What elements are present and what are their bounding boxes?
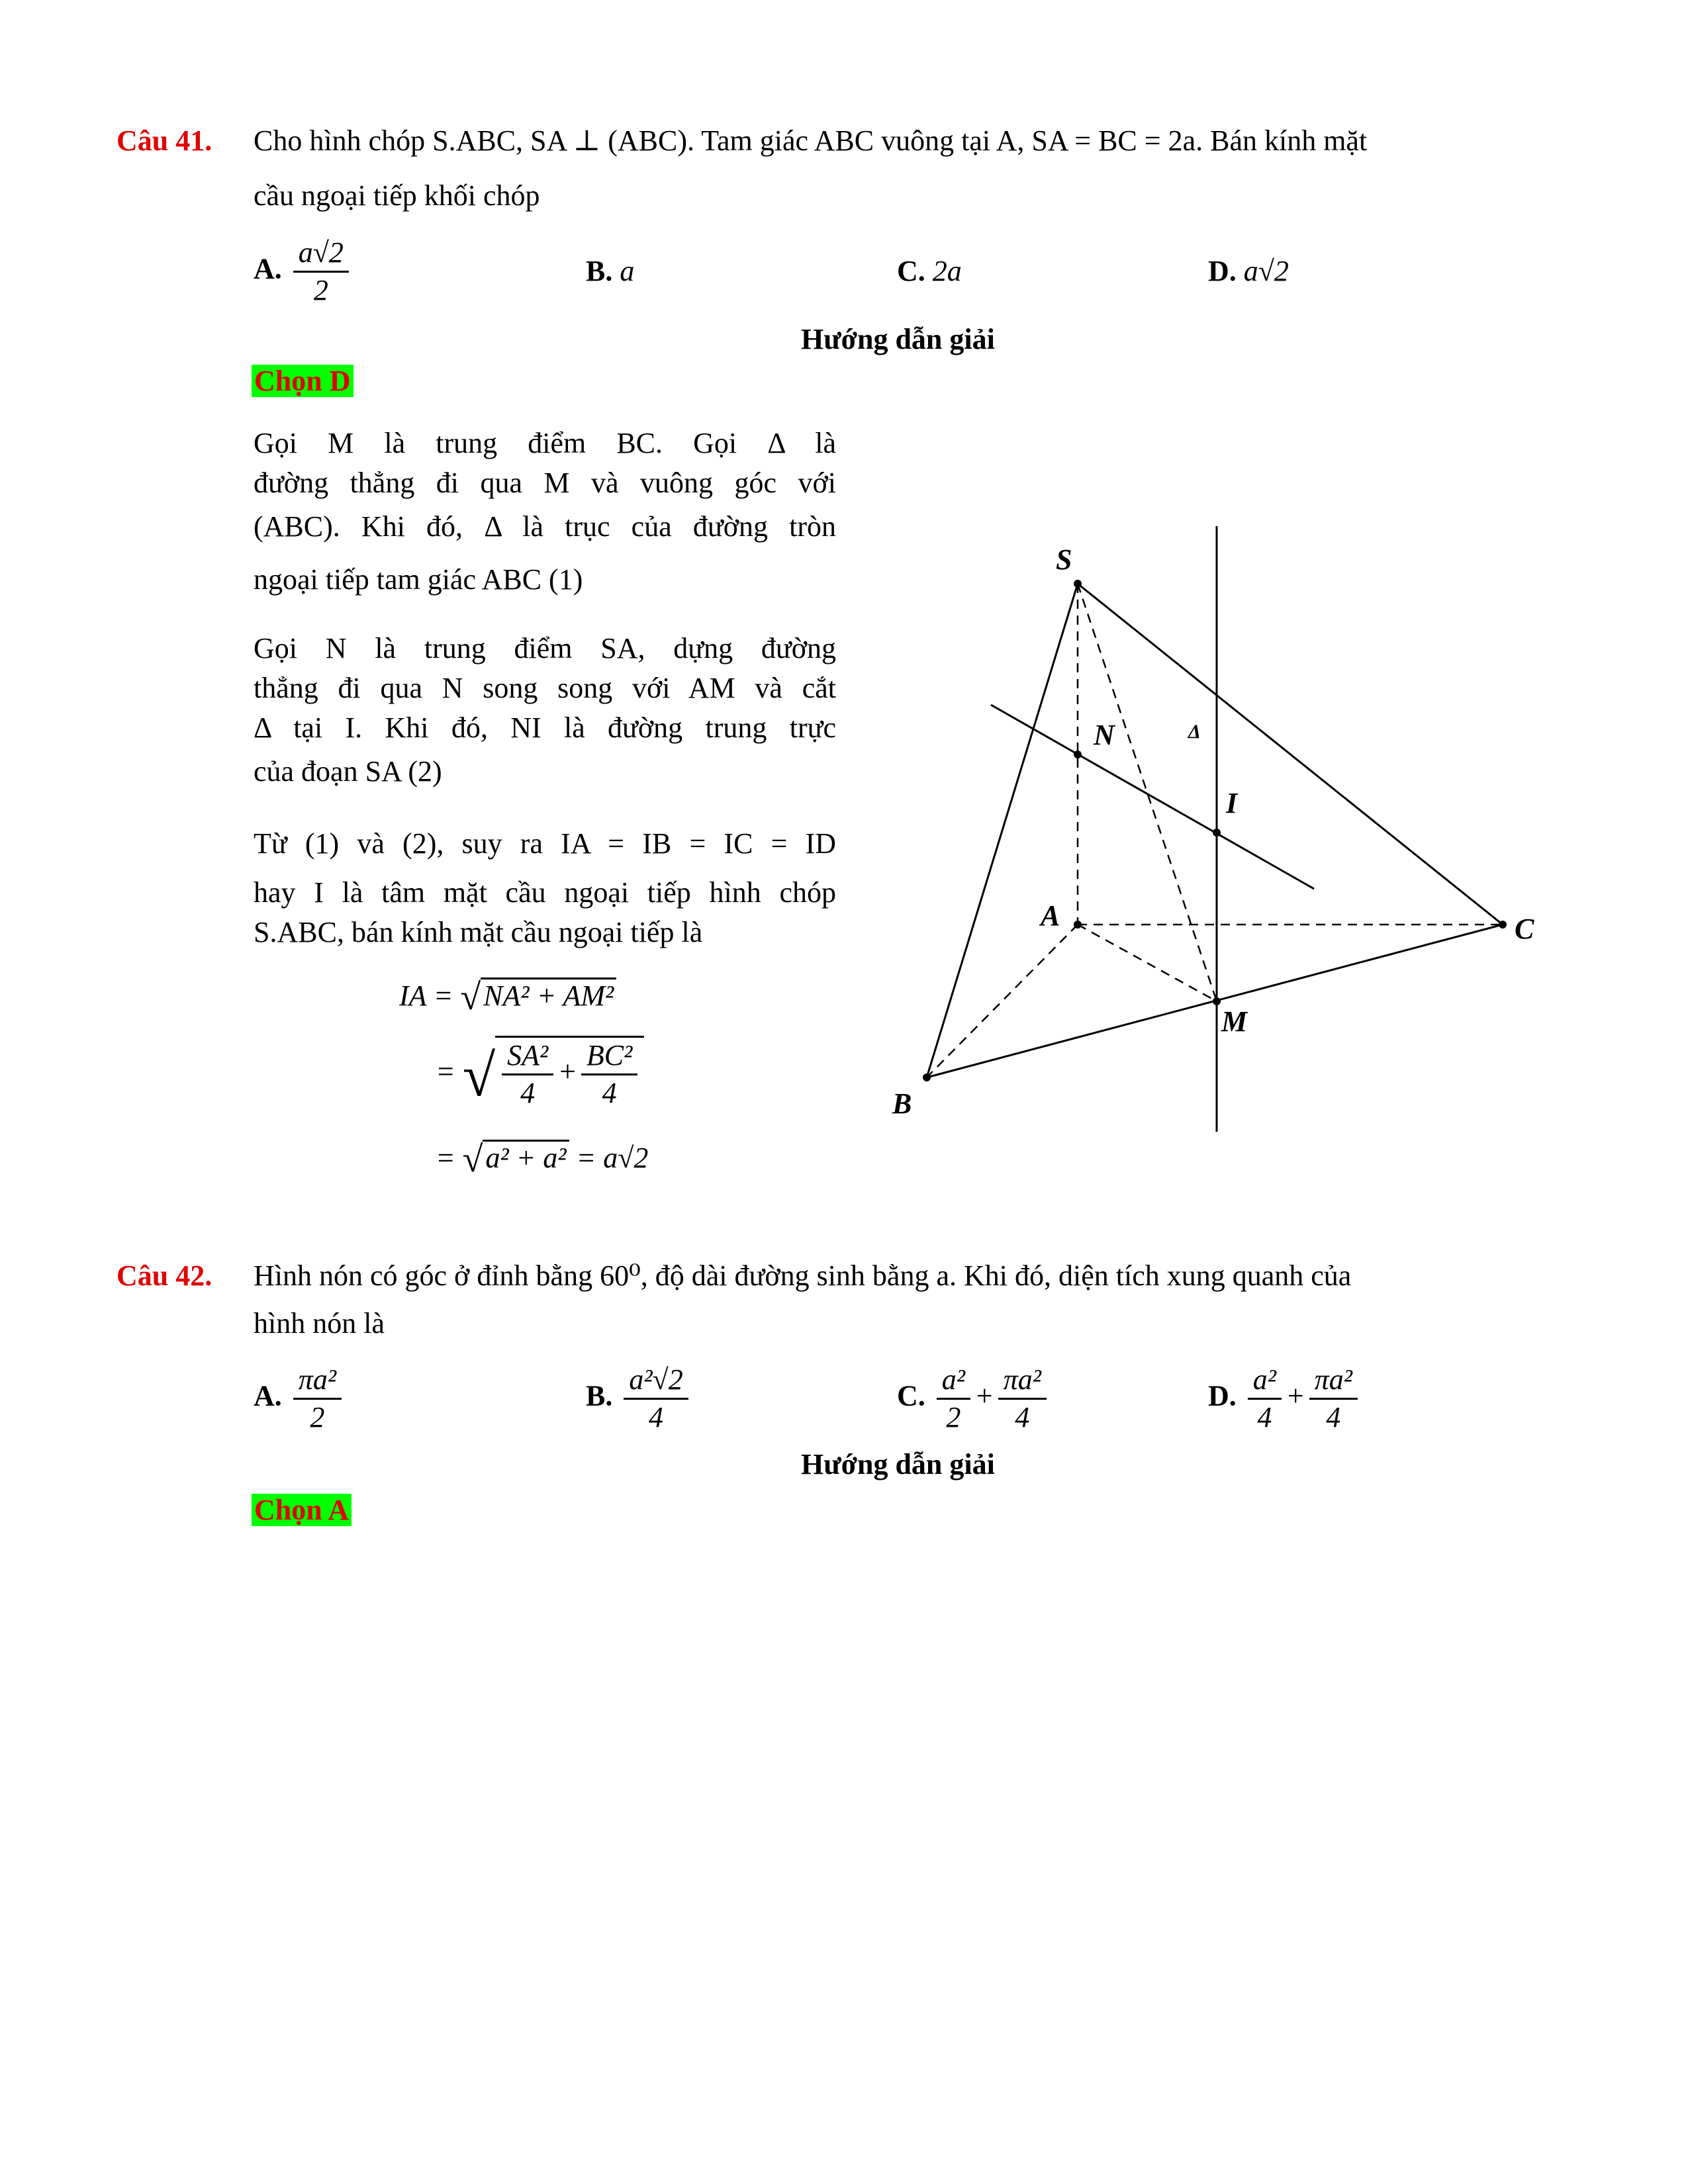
label-c: C	[1515, 913, 1534, 945]
line-ni	[991, 705, 1314, 889]
q41-pyramid-figure	[861, 516, 1589, 1158]
label-s: S	[1056, 543, 1072, 576]
edge-sb	[927, 584, 1078, 1077]
q42-option-c: C. $\frac{\text{a²}}{2}$ + $\frac{\text{πa²}}{4}$	[897, 1362, 1051, 1435]
point-m	[1213, 997, 1221, 1005]
q41-option-b: B. a	[586, 255, 635, 287]
q41-line1: Cho hình chóp S.ABC, SA ⊥ (ABC). Tam giác ABC vuông tại A, SA = BC = 2a. Bán kính mặt	[254, 124, 1368, 157]
q41-equation-2: = √ $\frac{\text{SA²}}{4}$ + $\frac{\text{BC²}}{4}$	[436, 1036, 644, 1111]
label-delta: Δ	[1188, 721, 1201, 743]
q41-solution-p1: Gọi M là trung điểm BC. Gọi Δ là đường thẳng đi qua M và vuông góc với (ABC). Khi đó, Δ là trục của đường tròn ngoại tiếp tam giác ABC (1)	[254, 427, 836, 596]
q41-chosen-answer: Chọn D	[252, 361, 353, 401]
edge-sc	[1078, 584, 1503, 925]
q41-option-c: C. 2a	[897, 255, 962, 287]
point-n	[1074, 751, 1082, 758]
q41-equation-3: = √a² + a² = a√2	[436, 1139, 649, 1180]
q41-solution-p3: Từ (1) và (2), suy ra IA = IB = IC = ID hay I là tâm mặt cầu ngoại tiếp hình chóp S.ABC, bán kính mặt cầu ngoại tiếp là	[254, 827, 836, 948]
label-a: A	[1041, 899, 1060, 932]
label-b: B	[892, 1087, 912, 1120]
point-s	[1074, 580, 1082, 588]
q42-option-d: D. $\frac{\text{a²}}{4}$ + $\frac{\text{πa²}}{4}$	[1208, 1362, 1362, 1435]
q41-equation-1: IA = √NA² + AM²	[399, 976, 616, 1017]
q42-option-a: A. $\frac{\text{πa²}}{2}$	[254, 1362, 346, 1435]
point-i	[1213, 829, 1221, 837]
q41-guide-heading: Hướng dẫn giải	[801, 323, 995, 355]
q41-line2: cầu ngoại tiếp khối chóp	[254, 179, 540, 212]
q42-label: Câu 42.	[117, 1259, 212, 1292]
point-a	[1074, 921, 1082, 929]
label-i: I	[1226, 787, 1238, 819]
label-n: N	[1094, 719, 1115, 751]
q42-chosen-answer: Chọn A	[252, 1490, 352, 1530]
point-b	[923, 1073, 931, 1081]
point-c	[1499, 921, 1507, 929]
q41-option-a: A. $\frac{a√2}{2}$	[254, 235, 353, 308]
q41-option-d: D. a√2	[1208, 255, 1289, 287]
label-m: M	[1221, 1005, 1248, 1038]
segment-sm	[1078, 584, 1217, 1001]
q42-line2: hình nón là	[254, 1307, 385, 1340]
q41-solution-p2: Gọi N là trung điểm SA, dựng đường thẳng đi qua N song song với AM và cắt Δ tại I. Khi đó, NI là đường trung trực của đoạn SA (2)	[254, 632, 836, 788]
q42-option-b: B. $\frac{\text{a²√2}}{4}$	[586, 1362, 692, 1435]
q41-label: Câu 41.	[117, 124, 212, 157]
q42-line1: Hình nón có góc ở đỉnh bằng 60⁰, độ dài đường sinh bằng a. Khi đó, diện tích xung quanh của	[254, 1259, 1352, 1292]
q42-guide-heading: Hướng dẫn giải	[801, 1448, 995, 1480]
